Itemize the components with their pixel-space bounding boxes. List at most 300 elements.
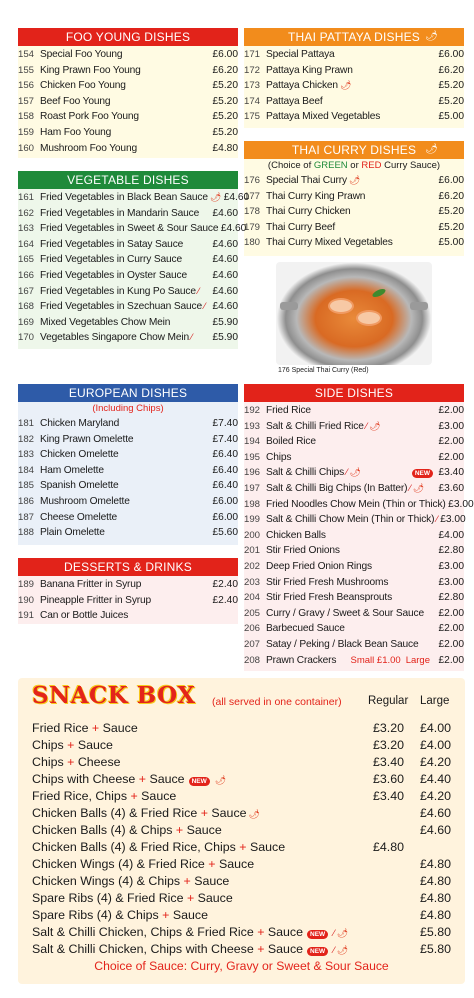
- item-name-text: Special Thai Curry: [266, 175, 347, 186]
- snack-box-title: SNACK BOX: [32, 682, 196, 709]
- snack-name-text: Fried Rice: [32, 721, 92, 735]
- side-dishes-section: [244, 384, 474, 671]
- chili-icon: 🌶: [248, 809, 260, 819]
- snack-row: [32, 822, 455, 839]
- item-name: [40, 416, 210, 432]
- item-price: £5.20: [438, 95, 464, 107]
- menu-row: [244, 94, 464, 110]
- item-number: 196: [244, 467, 261, 479]
- prawn-shape: [328, 298, 354, 314]
- item-number: 200: [244, 529, 261, 541]
- item-name: [266, 47, 436, 63]
- thai-pattaya-list: [244, 46, 464, 125]
- menu-row: [244, 450, 464, 466]
- menu-row: [18, 330, 238, 346]
- menu-row: [18, 94, 238, 110]
- item-price: £5.20: [212, 95, 238, 107]
- item-price: £2.00: [438, 623, 464, 635]
- snack-name-text: Sauce: [194, 891, 233, 905]
- snack-name: [32, 873, 229, 890]
- item-name-text: Fried Vegetables in Szechuan Sauce: [40, 301, 202, 313]
- item-number: 169: [18, 316, 35, 328]
- item-number: 178: [244, 206, 261, 218]
- item-name: [266, 94, 436, 110]
- item-name: [266, 465, 412, 481]
- item-name-text: King Prawn Foo Young: [40, 64, 141, 76]
- item-price: £2.80: [438, 545, 464, 557]
- item-name-text: Fried Noodles Chow Mein (Thin or Thick): [266, 498, 446, 510]
- column-large: Large: [420, 695, 450, 707]
- menu-row: [244, 575, 464, 591]
- item-number: 193: [244, 420, 261, 432]
- item-name: [266, 653, 351, 669]
- hot-marker-icon: ⁄: [365, 420, 368, 431]
- european-header: [18, 384, 238, 402]
- menu-row: [244, 235, 464, 251]
- item-number: 204: [244, 592, 261, 604]
- menu-row: [18, 141, 238, 157]
- item-name: [40, 447, 210, 463]
- menu-row: [18, 463, 238, 479]
- item-name-text: Prawn Crackers: [266, 654, 337, 666]
- plus-sign: +: [183, 874, 191, 888]
- side-dishes-title: SIDE DISHES: [314, 386, 394, 400]
- item-name-text: Thai Curry Mixed Vegetables: [266, 237, 393, 249]
- item-number: 182: [18, 433, 35, 445]
- new-badge: NEW: [307, 947, 328, 956]
- chili-icon: 🌶: [349, 467, 361, 478]
- menu-row: [244, 109, 464, 125]
- menu-row: [18, 109, 238, 125]
- menu-row: [18, 125, 238, 141]
- item-name: [40, 463, 210, 479]
- item-number: 190: [18, 594, 35, 606]
- item-name: [40, 63, 210, 79]
- item-name: [40, 268, 210, 284]
- item-name-text: Roast Pork Foo Young: [40, 111, 139, 123]
- item-number: 175: [244, 111, 261, 123]
- item-name-text: Thai Curry Chicken: [266, 206, 351, 218]
- snack-name-text: Sauce: [99, 721, 138, 735]
- item-price: £5.60: [212, 527, 238, 539]
- chili-icon: 🌶: [214, 775, 227, 785]
- snack-name-text: Chips: [32, 755, 68, 769]
- menu-row: [18, 206, 238, 222]
- item-number: 191: [18, 610, 35, 622]
- item-price: £6.00: [212, 495, 238, 507]
- item-price: £3.00: [438, 576, 464, 588]
- hot-marker-icon: ⁄: [409, 482, 411, 493]
- item-number: 184: [18, 464, 35, 476]
- item-price: £3.40: [438, 467, 464, 479]
- item-number: 155: [18, 64, 35, 76]
- item-name-text: Salt & Chilli Big Chips (In Batter): [266, 482, 408, 494]
- item-name-text: Stir Fried Fresh Mushrooms: [266, 576, 389, 588]
- snack-large-price: £4.60: [420, 806, 452, 820]
- item-name: [40, 141, 210, 157]
- menu-row: [244, 653, 464, 669]
- item-name: [266, 220, 436, 236]
- snack-row: [32, 856, 455, 873]
- snack-row: [32, 873, 455, 890]
- snack-name-text: Sauce: [246, 840, 286, 854]
- item-name-text: Thai Curry King Prawn: [266, 190, 366, 202]
- item-name-text: Fried Vegetables in Kung Po Sauce: [40, 285, 196, 297]
- snack-row: [32, 737, 455, 754]
- snack-name: [32, 839, 285, 856]
- item-name: [266, 403, 436, 419]
- snack-large-price: £4.80: [420, 857, 452, 871]
- item-number: 176: [244, 175, 261, 186]
- menu-row: [18, 78, 238, 94]
- new-badge: NEW: [412, 469, 433, 478]
- item-name: [266, 173, 436, 189]
- vegetable-section: [18, 171, 250, 349]
- item-name-text: Fried Vegetables in Black Bean Sauce: [40, 192, 208, 203]
- item-name: [40, 299, 210, 315]
- item-number: 183: [18, 449, 35, 461]
- item-price: £5.20: [438, 80, 464, 92]
- item-name: [266, 621, 436, 637]
- snack-name: [32, 720, 138, 737]
- item-name: [40, 432, 210, 448]
- new-badge: NEW: [307, 930, 328, 939]
- item-price: £2.00: [438, 638, 464, 650]
- item-number: 162: [18, 207, 35, 219]
- item-name-text: Boiled Rice: [266, 436, 316, 448]
- snack-large-price: £4.80: [420, 891, 452, 905]
- thai-curry-section: [244, 141, 464, 256]
- item-price: £6.20: [438, 64, 464, 76]
- snack-name-text: Sauce: [190, 874, 230, 888]
- item-name-text: Salt & Chilli Chips: [266, 467, 345, 479]
- menu-row: [244, 528, 464, 544]
- menu-row: [18, 315, 238, 331]
- plus-sign: +: [239, 840, 247, 854]
- snack-name: [32, 754, 121, 771]
- item-price: £3.60: [438, 482, 464, 494]
- snack-large-price: £4.00: [420, 721, 452, 735]
- item-name: [40, 284, 210, 300]
- item-number: 194: [244, 436, 261, 448]
- snack-name-text: Sauce: [74, 738, 113, 752]
- item-number: 177: [244, 190, 261, 202]
- item-number: 154: [18, 49, 35, 60]
- menu-row: [18, 221, 247, 237]
- snack-box-note: (all served in one container): [212, 696, 342, 708]
- snack-large-price: £4.20: [420, 789, 452, 803]
- menu-row: [244, 47, 464, 63]
- item-name-text: Pattaya Chicken: [266, 80, 338, 92]
- item-name: [266, 450, 436, 466]
- item-name: [40, 478, 210, 494]
- item-name-text: Vegetables Singapore Chow Mein: [40, 332, 189, 344]
- item-name-text: Beef Foo Young: [40, 95, 111, 107]
- item-name: [40, 109, 210, 125]
- chili-icon: 🌶: [339, 80, 352, 91]
- item-name: [40, 330, 210, 346]
- menu-row: [18, 63, 238, 79]
- item-small-price: [351, 653, 430, 669]
- plus-sign: +: [257, 942, 265, 956]
- european-title: EUROPEAN DISHES: [68, 386, 188, 400]
- item-name-text: Stir Fried Onions: [266, 545, 340, 557]
- subtitle-red: RED: [361, 160, 382, 171]
- snack-name-text: Sauce: [137, 789, 177, 803]
- hot-marker-icon: ⁄: [436, 514, 438, 525]
- item-number: 205: [244, 607, 261, 619]
- item-name: [40, 47, 210, 63]
- chili-icon: 🌶: [412, 482, 425, 493]
- item-price: £5.00: [438, 237, 464, 249]
- item-number: 192: [244, 405, 261, 416]
- item-name-text: Curry / Gravy / Sweet & Sour Sauce: [266, 607, 424, 619]
- item-number: 189: [18, 579, 35, 590]
- snack-row: [32, 805, 455, 822]
- snack-row: [32, 924, 455, 941]
- item-name: [266, 497, 446, 513]
- item-number: 197: [244, 482, 261, 494]
- item-price: £5.20: [212, 80, 238, 92]
- menu-row: [18, 525, 238, 541]
- menu-row: [244, 559, 464, 575]
- menu-row: [18, 577, 238, 593]
- snack-name-text: Sauce: [264, 942, 304, 956]
- item-number: 158: [18, 111, 35, 123]
- snack-row: [32, 771, 455, 788]
- snack-row: [32, 890, 455, 907]
- snack-name-text: Spare Ribs (4) & Chips: [32, 908, 163, 922]
- item-price: £7.40: [212, 418, 238, 429]
- item-price: £5.20: [438, 206, 464, 218]
- snack-name-text: Sauce: [183, 823, 222, 837]
- vegetable-list: [18, 189, 250, 346]
- item-price: £4.60: [212, 269, 238, 281]
- item-name: [40, 125, 210, 141]
- item-name-text: Pineapple Fritter in Syrup: [40, 594, 152, 606]
- snack-name-text: Chicken Wings (4) & Fried Rice: [32, 857, 209, 871]
- foo-young-header: [18, 28, 238, 46]
- chili-icon: 🌶: [336, 945, 349, 955]
- menu-row: [18, 284, 238, 300]
- plus-sign: +: [67, 755, 75, 769]
- item-price: £5.20: [212, 126, 238, 138]
- item-name-text: Fried Vegetables in Satay Sauce: [40, 238, 184, 250]
- menu-row: [18, 447, 238, 463]
- item-number: 188: [18, 527, 35, 539]
- item-number: 181: [18, 418, 35, 429]
- item-name: [266, 559, 436, 575]
- snack-name: [32, 805, 260, 823]
- item-name-text: Mushroom Foo Young: [40, 142, 137, 154]
- item-name-text: Chicken Balls: [266, 529, 326, 541]
- item-number: 199: [244, 514, 261, 526]
- item-number: 198: [244, 498, 261, 510]
- plus-sign: +: [208, 857, 216, 871]
- item-name: [40, 237, 210, 253]
- thai-curry-photo: [276, 262, 432, 365]
- snack-name: [32, 822, 222, 839]
- menu-row: [244, 606, 464, 622]
- item-name-text: Chicken Maryland: [40, 418, 120, 429]
- snack-name-text: Chips: [32, 738, 68, 752]
- item-name: [266, 528, 436, 544]
- vegetable-title: VEGETABLE DISHES: [67, 173, 189, 187]
- hot-marker-icon: ⁄: [197, 285, 200, 296]
- item-name-text: Satay / Peking / Black Bean Sauce: [266, 638, 419, 650]
- item-name-text: Chips: [266, 451, 292, 463]
- thai-curry-subtitle: [244, 159, 464, 172]
- snack-name: [32, 771, 226, 789]
- item-name-text: Fried Vegetables in Sweet & Sour Sauce: [40, 223, 219, 235]
- item-number: 186: [18, 495, 35, 507]
- item-number: 201: [244, 545, 261, 557]
- thai-curry-header: [244, 141, 464, 159]
- item-name: [40, 608, 210, 624]
- item-price: £6.00: [438, 49, 464, 60]
- item-name: [40, 252, 210, 268]
- item-price: £6.40: [212, 464, 238, 476]
- snack-large-price: £4.00: [420, 738, 452, 752]
- plus-sign: +: [162, 908, 170, 922]
- subtitle-text: (Choice of: [267, 160, 314, 171]
- item-name: [40, 315, 210, 331]
- item-number: 203: [244, 576, 261, 588]
- item-price: £3.00: [438, 420, 464, 432]
- snack-name-text: Chicken Balls (4) & Fried Rice: [32, 806, 201, 820]
- snack-name-text: Chicken Balls (4) & Fried Rice, Chips: [32, 840, 240, 854]
- snack-large-price: £5.80: [420, 925, 452, 939]
- hot-marker-icon: ⁄: [203, 301, 206, 312]
- menu-row: [18, 478, 238, 494]
- snack-regular-price: £3.60: [373, 772, 405, 786]
- item-name-text: Salt & Chilli Chow Mein (Thin or Thick): [266, 514, 435, 526]
- item-name-text: Deep Fried Onion Rings: [266, 560, 372, 572]
- large-label-text: Large: [405, 654, 430, 666]
- item-name-text: Fried Vegetables in Oyster Sauce: [40, 269, 187, 281]
- item-name: [266, 63, 436, 79]
- snack-name: [32, 907, 208, 924]
- item-name: [266, 235, 436, 251]
- item-name: [266, 543, 436, 559]
- item-name-text: Fried Vegetables in Mandarin Sauce: [40, 207, 200, 219]
- item-number: 187: [18, 511, 35, 523]
- item-price: £4.60: [223, 192, 250, 203]
- item-number: 167: [18, 285, 35, 297]
- small-price-text: Small £1.00: [350, 654, 401, 666]
- menu-row: [18, 237, 238, 253]
- item-name: [266, 78, 436, 94]
- item-number: 180: [244, 237, 261, 249]
- chili-icon: 🌶: [369, 420, 381, 431]
- item-price: £2.00: [438, 607, 464, 619]
- item-price: £4.60: [212, 207, 238, 219]
- item-number: 173: [244, 80, 261, 92]
- item-price: £6.00: [212, 49, 238, 60]
- item-price: £4.60: [212, 254, 238, 266]
- item-name-text: Fried Vegetables in Curry Sauce: [40, 254, 183, 266]
- snack-name-text: Sauce: [215, 857, 255, 871]
- item-name: [40, 206, 210, 222]
- snack-name: [32, 941, 348, 959]
- snack-large-price: £4.80: [420, 874, 452, 888]
- hot-marker-icon: ⁄: [333, 928, 335, 938]
- menu-row: [18, 593, 238, 609]
- menu-row: [244, 78, 464, 94]
- subtitle-green: GREEN: [313, 160, 348, 171]
- snack-name-text: Sauce: [146, 772, 185, 786]
- foo-young-section: [18, 28, 238, 158]
- plus-sign: +: [130, 789, 138, 803]
- item-number: 164: [18, 238, 35, 250]
- foo-young-title: FOO YOUNG DISHES: [65, 30, 191, 44]
- item-name-text: Cheese Omelette: [40, 511, 118, 523]
- item-name: [266, 204, 436, 220]
- menu-row: [244, 220, 464, 236]
- item-name-text: Chicken Omelette: [40, 449, 119, 461]
- item-name-text: Pattaya Beef: [266, 95, 323, 107]
- plus-sign: +: [257, 925, 265, 939]
- plus-sign: +: [175, 823, 184, 837]
- item-price: £2.40: [212, 594, 238, 606]
- menu-row: [244, 465, 464, 481]
- item-name: [266, 512, 438, 528]
- item-price: £7.40: [212, 433, 238, 445]
- item-name-text: Can or Bottle Juices: [40, 610, 129, 622]
- item-name: [266, 419, 436, 435]
- item-number: 174: [244, 95, 261, 107]
- snack-large-price: £4.40: [420, 772, 452, 786]
- item-number: 207: [244, 638, 261, 650]
- subtitle-text: Curry Sauce): [381, 160, 441, 171]
- item-price: £3.00: [448, 498, 474, 510]
- european-section: [18, 384, 238, 545]
- snack-box-footer: Choice of Sauce: Curry, Gravy or Sweet & Sour Sauce: [94, 959, 389, 973]
- menu-row: [18, 494, 238, 510]
- snack-name-text: Sauce: [207, 806, 247, 820]
- item-price: £6.20: [212, 64, 238, 76]
- item-price: £5.20: [438, 221, 464, 233]
- item-name-text: Barbecued Sauce: [266, 623, 345, 635]
- menu-row: [244, 434, 464, 450]
- vegetable-header: [18, 171, 238, 189]
- item-name-text: Banana Fritter in Syrup: [40, 579, 142, 590]
- item-number: 208: [244, 654, 261, 666]
- snack-name-text: Fried Rice, Chips: [32, 789, 131, 803]
- item-price: £4.60: [212, 301, 238, 313]
- european-subtitle: (Including Chips): [92, 403, 164, 414]
- plus-sign: +: [138, 772, 146, 786]
- plus-sign: +: [186, 891, 195, 905]
- chili-icon: 🌶: [348, 175, 361, 185]
- thai-pattaya-title: THAI PATTAYA DISHES: [287, 30, 421, 44]
- item-price: £6.20: [438, 190, 464, 202]
- menu-row: [18, 608, 238, 624]
- menu-row: [18, 47, 238, 63]
- european-list: [18, 415, 238, 541]
- menu-row: [244, 403, 464, 419]
- menu-row: [18, 252, 238, 268]
- item-number: 163: [18, 223, 35, 235]
- item-name-text: Special Foo Young: [40, 49, 123, 60]
- item-price: £5.00: [438, 111, 464, 123]
- snack-box-list: [32, 720, 455, 958]
- snack-row: [32, 839, 455, 856]
- plus-sign: +: [200, 806, 208, 820]
- item-price: £2.80: [438, 592, 464, 604]
- item-number: 160: [18, 142, 35, 154]
- item-number: 172: [244, 64, 261, 76]
